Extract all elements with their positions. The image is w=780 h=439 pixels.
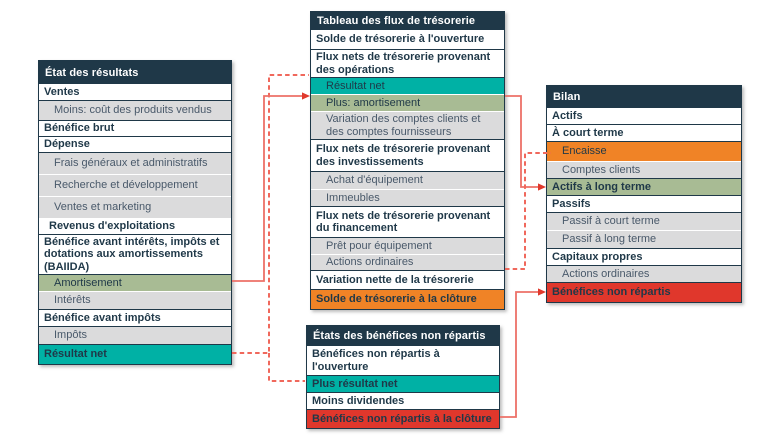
row-label: Moins dividendes (312, 394, 405, 407)
table-row (311, 139, 504, 171)
table-row (311, 289, 504, 309)
table-row (311, 30, 504, 49)
connector-cashflow-to-actifs-long-terme (505, 96, 538, 187)
row-label: Plus: amortisement (326, 96, 421, 109)
table-row (311, 189, 504, 206)
table-row (39, 274, 231, 291)
table-row (311, 77, 504, 94)
table-row (547, 265, 741, 282)
table-row (39, 344, 231, 364)
row-label: Revenus d'exploitations (49, 220, 176, 233)
row-label: Moins: coût des produits vendus (54, 104, 212, 117)
table-row (547, 178, 741, 195)
row-label: Bénéfices non répartis à la clôture (312, 412, 492, 425)
row-label: Achat d'équipement (326, 174, 423, 187)
cash-flow-statement-box (310, 11, 505, 310)
connector-resultat-net-to-retained-earnings (269, 353, 305, 381)
table-row (547, 230, 741, 248)
table-row (39, 120, 231, 136)
row-label: Actifs (552, 109, 583, 122)
arrowhead-into-actifs-long-terme (538, 183, 546, 190)
table-row (39, 84, 231, 100)
table-row (307, 409, 499, 428)
table-row (311, 49, 504, 77)
row-label: Variation nette de la trésorerie (316, 273, 474, 286)
table-row (547, 195, 741, 212)
retained-earnings-box (306, 325, 500, 429)
table-row (311, 111, 504, 139)
table-row (307, 346, 499, 375)
row-label: Bénéfices non répartis (552, 286, 671, 299)
table-row (39, 234, 231, 274)
table-row (547, 282, 741, 302)
row-label: Actifs à long terme (552, 180, 652, 193)
table-row (311, 254, 504, 270)
connector-resultat-net-to-cashflow (232, 75, 309, 353)
row-label: Dépense (44, 138, 90, 151)
row-label: Ventes et marketing (54, 201, 152, 214)
row-label: Prêt pour équipement (326, 239, 432, 252)
row-label: Bénéfice avant intérêts, impôts et dotations aux amortissements (BAIIDA) (44, 236, 220, 273)
table-row (547, 212, 741, 230)
row-label: Bénéfice brut (44, 122, 115, 135)
table-row (311, 171, 504, 189)
table-row (39, 309, 231, 326)
row-label: Passifs (552, 197, 591, 210)
table-row (307, 392, 499, 409)
table-row (311, 270, 504, 289)
connector-tresorerie-to-encaisse (505, 153, 551, 269)
table-row (39, 136, 231, 152)
connector-benefices-cloture-to-bilan (500, 292, 538, 417)
row-label: Recherche et développement (54, 179, 198, 192)
retained-earnings-title: États des bénéfices non répartis (307, 326, 499, 346)
balance-sheet-rows (547, 108, 741, 302)
table-row (547, 124, 741, 141)
row-label: À court terme (552, 126, 624, 139)
row-label: Amortisement (54, 276, 122, 289)
row-label: Solde de trésorerie à l'ouverture (316, 33, 485, 46)
row-label: Flux nets de trésorerie provenant du financement (316, 209, 491, 234)
connector-amortisement-to-cashflow (232, 96, 302, 281)
row-label: Actions ordinaires (326, 256, 414, 269)
row-label: Immeubles (326, 191, 380, 204)
row-label: Passif à court terme (562, 215, 660, 228)
table-row (39, 291, 231, 309)
cash-flow-rows (311, 30, 504, 309)
retained-earnings-rows (307, 346, 499, 428)
table-row (39, 100, 231, 120)
income-statement-title: État des résultats (39, 61, 231, 84)
row-label: Plus résultat net (312, 377, 398, 390)
table-row (547, 248, 741, 265)
arrowhead-into-plus-amortisement (302, 92, 310, 99)
table-row (39, 152, 231, 174)
table-row (307, 375, 499, 392)
row-label: Impôts (54, 329, 88, 342)
row-label: Bénéfice avant impôts (44, 311, 161, 324)
arrowhead-into-benefices-non-repartis (538, 288, 546, 295)
row-label: Flux nets de trésorerie provenant des investissements (316, 143, 491, 168)
row-label: Solde de trésorerie à la clôture (316, 293, 477, 306)
row-label: Bénéfices non répartis à l'ouverture (312, 348, 440, 373)
table-row (547, 161, 741, 178)
income-statement-box (38, 60, 232, 365)
row-label: Passif à long terme (562, 233, 657, 246)
row-label: Intérêts (54, 294, 91, 307)
row-label: Résultat net (44, 348, 107, 361)
row-label: Frais généraux et administratifs (54, 157, 208, 170)
table-row (547, 108, 741, 124)
row-label: Actions ordinaires (562, 267, 650, 280)
table-row (39, 326, 231, 344)
income-statement-rows (39, 84, 231, 364)
table-row (39, 174, 231, 196)
balance-sheet-title: Bilan (547, 86, 741, 108)
row-label: Variation des comptes clients et des comptes fournisseurs (326, 113, 481, 138)
row-label: Ventes (44, 85, 80, 98)
table-row (547, 141, 741, 161)
table-row (39, 196, 231, 218)
table-row (311, 237, 504, 254)
table-row (311, 206, 504, 237)
table-row (311, 94, 504, 111)
row-label: Résultat net (326, 79, 385, 92)
row-label: Capitaux propres (552, 250, 643, 263)
table-row (39, 218, 231, 234)
row-label: Comptes clients (562, 163, 641, 176)
row-label: Encaisse (562, 145, 607, 158)
cash-flow-statement-title: Tableau des flux de trésorerie (311, 12, 504, 30)
row-label: Flux nets de trésorerie provenant des opérations (316, 51, 491, 76)
balance-sheet-box (546, 85, 742, 303)
